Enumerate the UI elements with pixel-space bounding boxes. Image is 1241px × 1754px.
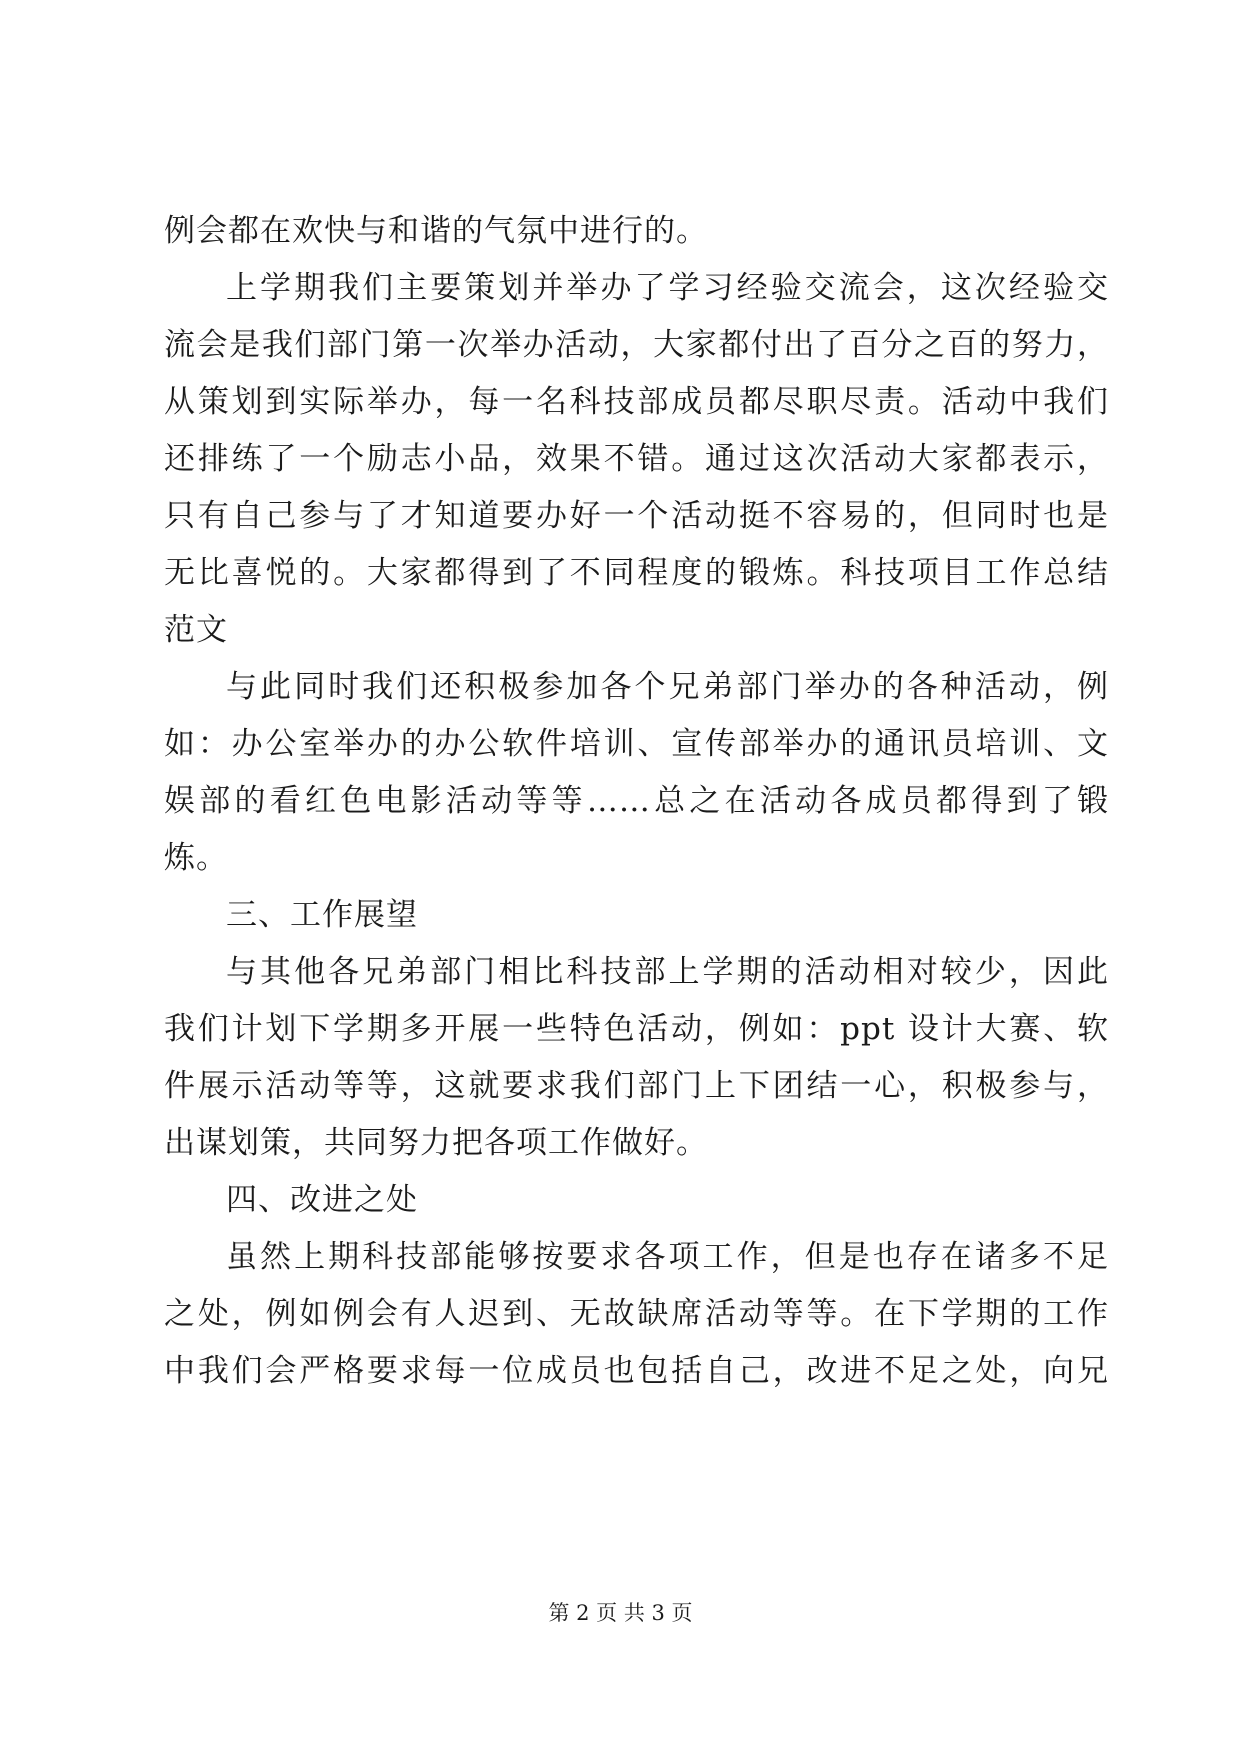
document-body — [164, 203, 1109, 1400]
text-line: 三、工作展望 — [226, 897, 418, 933]
text-line: 如：办公室举办的办公软件培训、宣传部举办的通讯员培训、文 — [164, 726, 1109, 762]
text-line: 只有自己参与了才知道要办好一个活动挺不容易的，但同时也是 — [164, 498, 1109, 534]
text-line: 与此同时我们还积极参加各个兄弟部门举办的各种活动，例 — [226, 669, 1109, 705]
text-line: 娱部的看红色电影活动等等……总之在活动各成员都得到了锻 — [164, 783, 1109, 819]
text-line: 出谋划策，共同努力把各项工作做好。 — [164, 1125, 708, 1161]
text-line: 无比喜悦的。大家都得到了不同程度的锻炼。科技项目工作总结 — [164, 555, 1109, 591]
text-line: 中我们会严格要求每一位成员也包括自己，改进不足之处，向兄 — [164, 1353, 1109, 1389]
text-line: 虽然上期科技部能够按要求各项工作，但是也存在诸多不足 — [226, 1239, 1109, 1275]
text-line: 范文 — [164, 612, 228, 648]
text-line: 还排练了一个励志小品，效果不错。通过这次活动大家都表示， — [164, 441, 1109, 477]
text-line: 之处，例如例会有人迟到、无故缺席活动等等。在下学期的工作 — [164, 1296, 1109, 1332]
text-line: 炼。 — [164, 840, 228, 876]
text-line: 件展示活动等等，这就要求我们部门上下团结一心，积极参与， — [164, 1068, 1109, 1104]
text-line: 例会都在欢快与和谐的气氛中进行的。 — [164, 213, 708, 249]
text-line: 四、改进之处 — [226, 1182, 418, 1218]
text-line: 我们计划下学期多开展一些特色活动，例如：ppt 设计大赛、软 — [164, 1011, 1109, 1047]
text-line: 上学期我们主要策划并举办了学习经验交流会，这次经验交 — [226, 270, 1109, 306]
page-footer: 第 2 页 共 3 页 — [548, 1601, 693, 1625]
text-line: 流会是我们部门第一次举办活动，大家都付出了百分之百的努力， — [164, 327, 1109, 363]
text-line: 与其他各兄弟部门相比科技部上学期的活动相对较少，因此 — [226, 954, 1109, 990]
text-line: 从策划到实际举办，每一名科技部成员都尽职尽责。活动中我们 — [164, 384, 1109, 420]
